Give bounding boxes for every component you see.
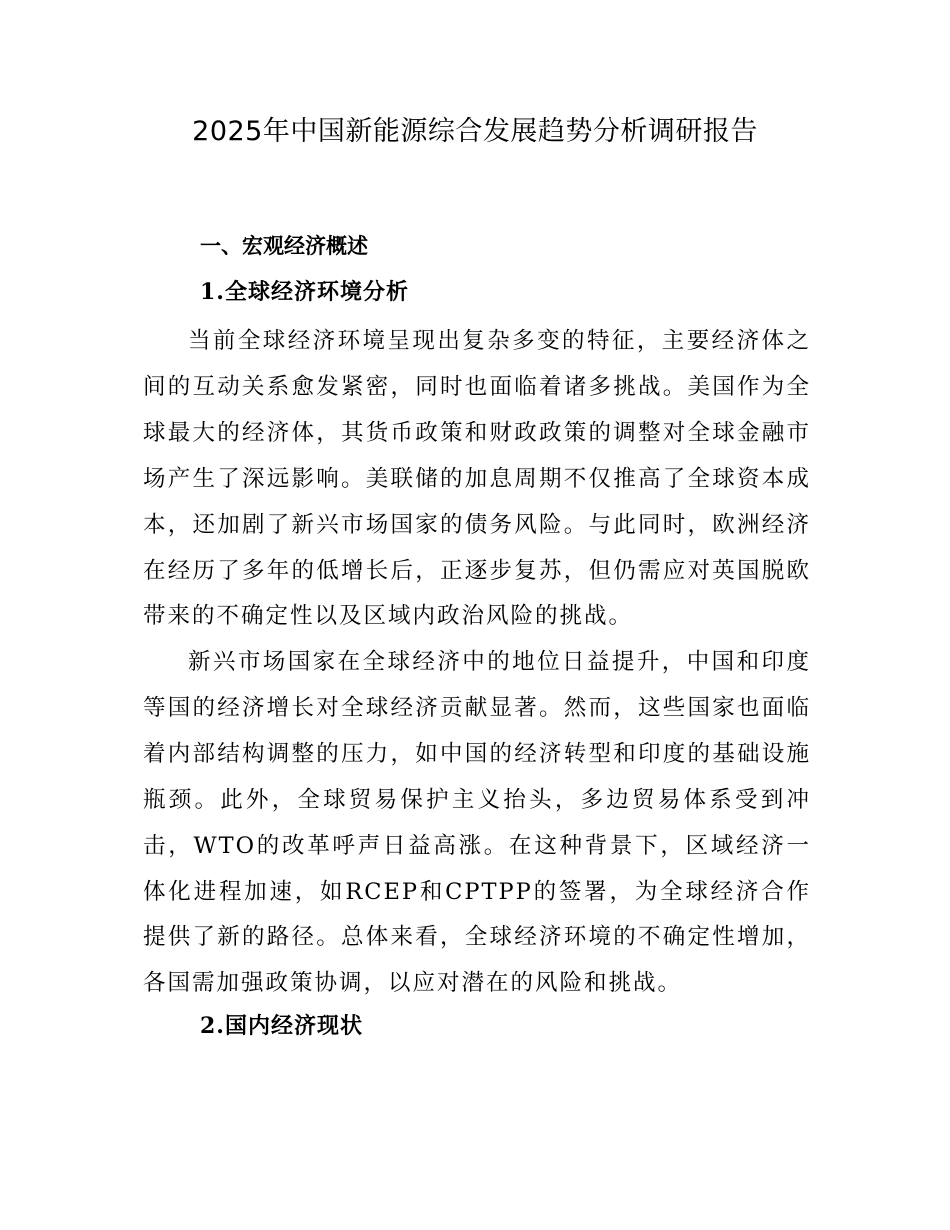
document-title: 2025年中国新能源综合发展趋势分析调研报告 [192, 116, 758, 147]
section-heading-macro-economy: 一、宏观经济概述 [200, 234, 368, 258]
paragraph-global-economy-2: 新兴市场国家在全球经济中的地位日益提升，中国和印度等国的经济增长对全球经济贡献显著。然而，这些国家也面临着内部结构调整的压力，如中国的经济转型和印度的基础设施瓶颈。此外，全球贸易保护主义抬头，多边贸易体系受到冲击，WTO的改革呼声日益高涨。在这种背景下，区域经济一体化进程加速，如RCEP和CPTPP的签署，为全球经济合作提供了新的路径。总体来看，全球经济环境的不确定性增加，各国需加强政策协调，以应对潜在的风险和挑战。 [143, 649, 811, 997]
subsection-heading-global-economy: 1.全球经济环境分析 [200, 279, 409, 305]
paragraph-global-economy-1: 当前全球经济环境呈现出复杂多变的特征，主要经济体之间的互动关系愈发紧密，同时也面临着诸多挑战。美国作为全球最大的经济体，其货币政策和财政政策的调整对全球金融市场产生了深远影响。美联储的加息周期不仅推高了全球资本成本，还加剧了新兴市场国家的债务风险。与此同时，欧洲经济在经历了多年的低增长后，正逐步复苏，但仍需应对英国脱欧带来的不确定性以及区域内政治风险的挑战。 [143, 328, 811, 630]
subsection-heading-domestic-economy: 2.国内经济现状 [200, 1013, 363, 1039]
